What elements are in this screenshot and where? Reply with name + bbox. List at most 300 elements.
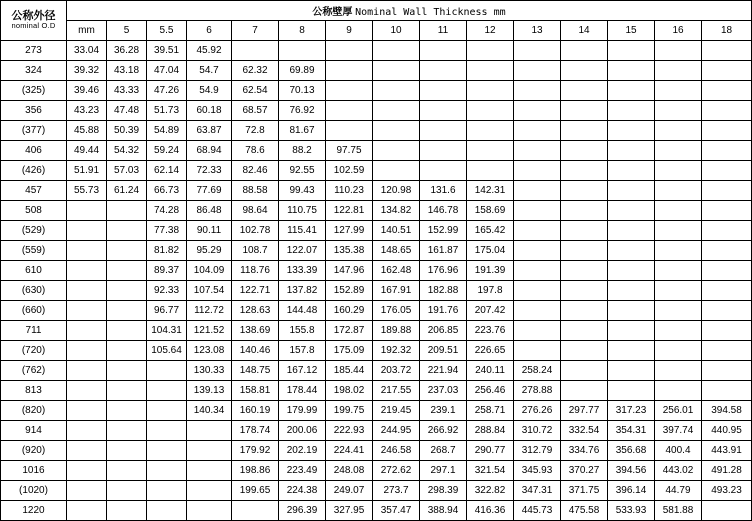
cell: 39.46 <box>67 81 107 101</box>
cell: 54.9 <box>187 81 232 101</box>
cell: 371.75 <box>561 481 608 501</box>
cell <box>655 141 702 161</box>
cell <box>67 261 107 281</box>
cell: 81.82 <box>147 241 187 261</box>
cell <box>67 381 107 401</box>
col-header-15: 15 <box>608 21 655 41</box>
cell: 152.89 <box>326 281 373 301</box>
cell: 76.92 <box>279 101 326 121</box>
cell: 581.88 <box>655 501 702 521</box>
cell <box>702 381 752 401</box>
cell: 273.7 <box>373 481 420 501</box>
cell <box>187 461 232 481</box>
cell <box>561 161 608 181</box>
cell <box>467 81 514 101</box>
table-row <box>1 421 752 441</box>
od-value: 1220 <box>1 501 67 521</box>
cell: 370.27 <box>561 461 608 481</box>
cell: 199.75 <box>326 401 373 421</box>
cell <box>514 301 561 321</box>
cell: 54.7 <box>187 61 232 81</box>
cell <box>514 81 561 101</box>
cell: 179.92 <box>232 441 279 461</box>
table-row <box>1 41 752 61</box>
cell: 158.69 <box>467 201 514 221</box>
cell <box>655 41 702 61</box>
cell: 189.88 <box>373 321 420 341</box>
od-value: (426) <box>1 161 67 181</box>
cell <box>107 321 147 341</box>
table-row <box>1 381 752 401</box>
cell: 397.74 <box>655 421 702 441</box>
cell: 266.92 <box>420 421 467 441</box>
cell <box>107 361 147 381</box>
cell <box>514 181 561 201</box>
table-row <box>1 461 752 481</box>
cell <box>67 441 107 461</box>
cell: 167.91 <box>373 281 420 301</box>
col-header-6: 6 <box>187 21 232 41</box>
cell <box>373 41 420 61</box>
cell <box>147 361 187 381</box>
cell <box>67 281 107 301</box>
cell <box>107 481 147 501</box>
cell: 96.77 <box>147 301 187 321</box>
cell <box>467 161 514 181</box>
cell: 47.48 <box>107 101 147 121</box>
cell: 57.03 <box>107 161 147 181</box>
cell <box>373 81 420 101</box>
cell <box>655 81 702 101</box>
cell: 70.13 <box>279 81 326 101</box>
cell <box>107 501 147 521</box>
col-header-5: 5 <box>107 21 147 41</box>
cell <box>608 221 655 241</box>
cell <box>608 41 655 61</box>
cell: 268.7 <box>420 441 467 461</box>
cell <box>514 121 561 141</box>
cell <box>67 221 107 241</box>
cell <box>702 301 752 321</box>
cell <box>232 501 279 521</box>
cell <box>107 421 147 441</box>
od-value: 457 <box>1 181 67 201</box>
cell: 199.65 <box>232 481 279 501</box>
cell <box>514 321 561 341</box>
cell: 68.57 <box>232 101 279 121</box>
cell <box>467 141 514 161</box>
cell: 197.8 <box>467 281 514 301</box>
cell: 178.74 <box>232 421 279 441</box>
cell <box>187 481 232 501</box>
cell: 222.93 <box>326 421 373 441</box>
unit-symbol: mm <box>67 21 107 41</box>
cell: 160.29 <box>326 301 373 321</box>
cell <box>608 281 655 301</box>
cell: 347.31 <box>514 481 561 501</box>
cell: 54.89 <box>147 121 187 141</box>
od-value: (762) <box>1 361 67 381</box>
table-row <box>1 441 752 461</box>
cell: 388.94 <box>420 501 467 521</box>
cell <box>467 41 514 61</box>
cell: 49.44 <box>67 141 107 161</box>
cell: 317.23 <box>608 401 655 421</box>
cell <box>702 81 752 101</box>
cell <box>561 261 608 281</box>
cell <box>608 381 655 401</box>
table-row <box>1 121 752 141</box>
cell: 240.11 <box>467 361 514 381</box>
cell <box>561 341 608 361</box>
cell <box>702 341 752 361</box>
cell <box>67 301 107 321</box>
cell <box>373 161 420 181</box>
cell <box>420 81 467 101</box>
table-row <box>1 201 752 221</box>
cell <box>655 341 702 361</box>
cell: 176.96 <box>420 261 467 281</box>
cell: 146.78 <box>420 201 467 221</box>
cell: 120.98 <box>373 181 420 201</box>
cell: 77.69 <box>187 181 232 201</box>
table-row <box>1 161 752 181</box>
cell <box>561 241 608 261</box>
od-value: 711 <box>1 321 67 341</box>
cell: 185.44 <box>326 361 373 381</box>
cell <box>561 221 608 241</box>
cell: 172.87 <box>326 321 373 341</box>
cell <box>608 161 655 181</box>
cell: 140.51 <box>373 221 420 241</box>
col-header-9: 9 <box>326 21 373 41</box>
cell: 207.42 <box>467 301 514 321</box>
cell: 175.04 <box>467 241 514 261</box>
od-value: 406 <box>1 141 67 161</box>
cell: 147.96 <box>326 261 373 281</box>
corner-header <box>1 1 67 41</box>
cell <box>147 501 187 521</box>
cell: 155.8 <box>279 321 326 341</box>
cell <box>655 121 702 141</box>
cell: 104.09 <box>187 261 232 281</box>
cell: 248.08 <box>326 461 373 481</box>
cell: 443.02 <box>655 461 702 481</box>
cell <box>187 501 232 521</box>
cell <box>608 321 655 341</box>
cell: 288.84 <box>467 421 514 441</box>
cell <box>326 121 373 141</box>
cell: 223.76 <box>467 321 514 341</box>
cell <box>608 341 655 361</box>
cell: 121.52 <box>187 321 232 341</box>
cell: 332.54 <box>561 421 608 441</box>
cell: 69.89 <box>279 61 326 81</box>
cell: 97.75 <box>326 141 373 161</box>
cell <box>702 141 752 161</box>
cell: 90.11 <box>187 221 232 241</box>
cell: 99.43 <box>279 181 326 201</box>
cell <box>107 281 147 301</box>
cell <box>561 61 608 81</box>
cell: 140.46 <box>232 341 279 361</box>
table-row <box>1 101 752 121</box>
cell: 135.38 <box>326 241 373 261</box>
od-value: (630) <box>1 281 67 301</box>
cell <box>326 81 373 101</box>
cell: 62.54 <box>232 81 279 101</box>
cell: 178.44 <box>279 381 326 401</box>
cell: 88.58 <box>232 181 279 201</box>
cell <box>608 121 655 141</box>
table-row <box>1 181 752 201</box>
cell <box>702 161 752 181</box>
cell <box>608 261 655 281</box>
cell <box>420 41 467 61</box>
od-value: (1020) <box>1 481 67 501</box>
col-header-18: 18 <box>702 21 752 41</box>
cell <box>702 501 752 521</box>
cell <box>702 201 752 221</box>
cell <box>67 461 107 481</box>
cell <box>107 341 147 361</box>
cell <box>67 361 107 381</box>
cell: 400.4 <box>655 441 702 461</box>
cell <box>467 61 514 81</box>
od-value: (720) <box>1 341 67 361</box>
cell <box>655 361 702 381</box>
cell: 491.28 <box>702 461 752 481</box>
cell: 202.19 <box>279 441 326 461</box>
cell: 62.32 <box>232 61 279 81</box>
cell: 92.33 <box>147 281 187 301</box>
cell: 256.46 <box>467 381 514 401</box>
cell: 357.47 <box>373 501 420 521</box>
cell <box>107 381 147 401</box>
cell: 128.63 <box>232 301 279 321</box>
cell <box>514 41 561 61</box>
cell <box>561 201 608 221</box>
cell: 276.26 <box>514 401 561 421</box>
cell: 78.6 <box>232 141 279 161</box>
cell: 43.23 <box>67 101 107 121</box>
cell <box>702 61 752 81</box>
cell: 54.32 <box>107 141 147 161</box>
cell: 148.75 <box>232 361 279 381</box>
cell <box>561 301 608 321</box>
cell: 60.18 <box>187 101 232 121</box>
cell: 74.28 <box>147 201 187 221</box>
cell <box>514 201 561 221</box>
cell: 176.05 <box>373 301 420 321</box>
cell: 45.88 <box>67 121 107 141</box>
cell: 144.48 <box>279 301 326 321</box>
cell: 123.08 <box>187 341 232 361</box>
cell <box>420 161 467 181</box>
cell: 160.19 <box>232 401 279 421</box>
cell <box>655 301 702 321</box>
od-value: (920) <box>1 441 67 461</box>
cell: 175.09 <box>326 341 373 361</box>
cell: 334.76 <box>561 441 608 461</box>
cell <box>147 401 187 421</box>
cell: 322.82 <box>467 481 514 501</box>
cell: 203.72 <box>373 361 420 381</box>
cell: 249.07 <box>326 481 373 501</box>
cell <box>373 101 420 121</box>
cell <box>561 281 608 301</box>
cell: 209.51 <box>420 341 467 361</box>
cell: 102.78 <box>232 221 279 241</box>
table-row <box>1 221 752 241</box>
cell: 51.73 <box>147 101 187 121</box>
cell: 246.58 <box>373 441 420 461</box>
cell: 356.68 <box>608 441 655 461</box>
col-header-13: 13 <box>514 21 561 41</box>
cell: 81.67 <box>279 121 326 141</box>
cell <box>655 261 702 281</box>
cell: 258.71 <box>467 401 514 421</box>
table-row <box>1 321 752 341</box>
cell: 327.95 <box>326 501 373 521</box>
table-row <box>1 281 752 301</box>
cell <box>702 361 752 381</box>
od-value: (660) <box>1 301 67 321</box>
cell: 237.03 <box>420 381 467 401</box>
cell: 158.81 <box>232 381 279 401</box>
cell <box>655 381 702 401</box>
cell: 105.64 <box>147 341 187 361</box>
cell: 45.92 <box>187 41 232 61</box>
cell: 312.79 <box>514 441 561 461</box>
table-row <box>1 261 752 281</box>
od-value: 914 <box>1 421 67 441</box>
cell: 219.45 <box>373 401 420 421</box>
cell: 51.91 <box>67 161 107 181</box>
cell: 256.01 <box>655 401 702 421</box>
cell <box>147 461 187 481</box>
cell <box>467 121 514 141</box>
cell: 66.73 <box>147 181 187 201</box>
cell: 44.79 <box>655 481 702 501</box>
cell <box>702 181 752 201</box>
cell: 345.93 <box>514 461 561 481</box>
table-row <box>1 81 752 101</box>
cell <box>514 61 561 81</box>
cell <box>67 241 107 261</box>
cell: 131.6 <box>420 181 467 201</box>
cell <box>655 281 702 301</box>
od-value: (559) <box>1 241 67 261</box>
cell <box>67 421 107 441</box>
cell: 110.23 <box>326 181 373 201</box>
cell <box>561 81 608 101</box>
cell: 162.48 <box>373 261 420 281</box>
cell: 394.58 <box>702 401 752 421</box>
cell: 206.85 <box>420 321 467 341</box>
cell: 104.31 <box>147 321 187 341</box>
cell <box>514 241 561 261</box>
cell: 440.95 <box>702 421 752 441</box>
cell: 72.8 <box>232 121 279 141</box>
cell: 134.82 <box>373 201 420 221</box>
cell <box>655 201 702 221</box>
cell: 95.29 <box>187 241 232 261</box>
table-row <box>1 481 752 501</box>
cell <box>187 421 232 441</box>
cell <box>655 161 702 181</box>
cell: 157.8 <box>279 341 326 361</box>
cell: 416.36 <box>467 501 514 521</box>
od-value: 356 <box>1 101 67 121</box>
corner-label-en: nominal O.D <box>11 21 56 31</box>
cell: 108.7 <box>232 241 279 261</box>
cell <box>67 501 107 521</box>
cell <box>655 61 702 81</box>
cell: 297.1 <box>420 461 467 481</box>
cell: 191.39 <box>467 261 514 281</box>
cell <box>702 241 752 261</box>
cell: 122.71 <box>232 281 279 301</box>
cell <box>420 101 467 121</box>
cell: 217.55 <box>373 381 420 401</box>
cell: 33.04 <box>67 41 107 61</box>
cell: 179.99 <box>279 401 326 421</box>
cell <box>107 261 147 281</box>
cell <box>561 381 608 401</box>
cell: 36.28 <box>107 41 147 61</box>
cell <box>608 61 655 81</box>
col-header-7: 7 <box>232 21 279 41</box>
cell: 296.39 <box>279 501 326 521</box>
cell: 297.77 <box>561 401 608 421</box>
od-value: 610 <box>1 261 67 281</box>
cell: 224.41 <box>326 441 373 461</box>
cell <box>702 261 752 281</box>
cell: 118.76 <box>232 261 279 281</box>
cell: 221.94 <box>420 361 467 381</box>
cell <box>561 181 608 201</box>
cell <box>107 221 147 241</box>
cell: 224.38 <box>279 481 326 501</box>
cell: 138.69 <box>232 321 279 341</box>
cell <box>702 281 752 301</box>
od-value: 508 <box>1 201 67 221</box>
cell: 72.33 <box>187 161 232 181</box>
cell <box>467 101 514 121</box>
cell <box>702 41 752 61</box>
od-value: 1016 <box>1 461 67 481</box>
cell: 47.04 <box>147 61 187 81</box>
cell <box>702 321 752 341</box>
cell: 200.06 <box>279 421 326 441</box>
cell: 165.42 <box>467 221 514 241</box>
od-value: (820) <box>1 401 67 421</box>
cell: 62.14 <box>147 161 187 181</box>
cell: 321.54 <box>467 461 514 481</box>
cell <box>608 301 655 321</box>
cell: 167.12 <box>279 361 326 381</box>
cell <box>608 241 655 261</box>
cell <box>107 241 147 261</box>
cell: 50.39 <box>107 121 147 141</box>
cell <box>107 201 147 221</box>
cell: 272.62 <box>373 461 420 481</box>
cell <box>608 141 655 161</box>
corner-label-cn: 公称外径 <box>11 9 56 22</box>
cell: 39.32 <box>67 61 107 81</box>
cell: 152.99 <box>420 221 467 241</box>
